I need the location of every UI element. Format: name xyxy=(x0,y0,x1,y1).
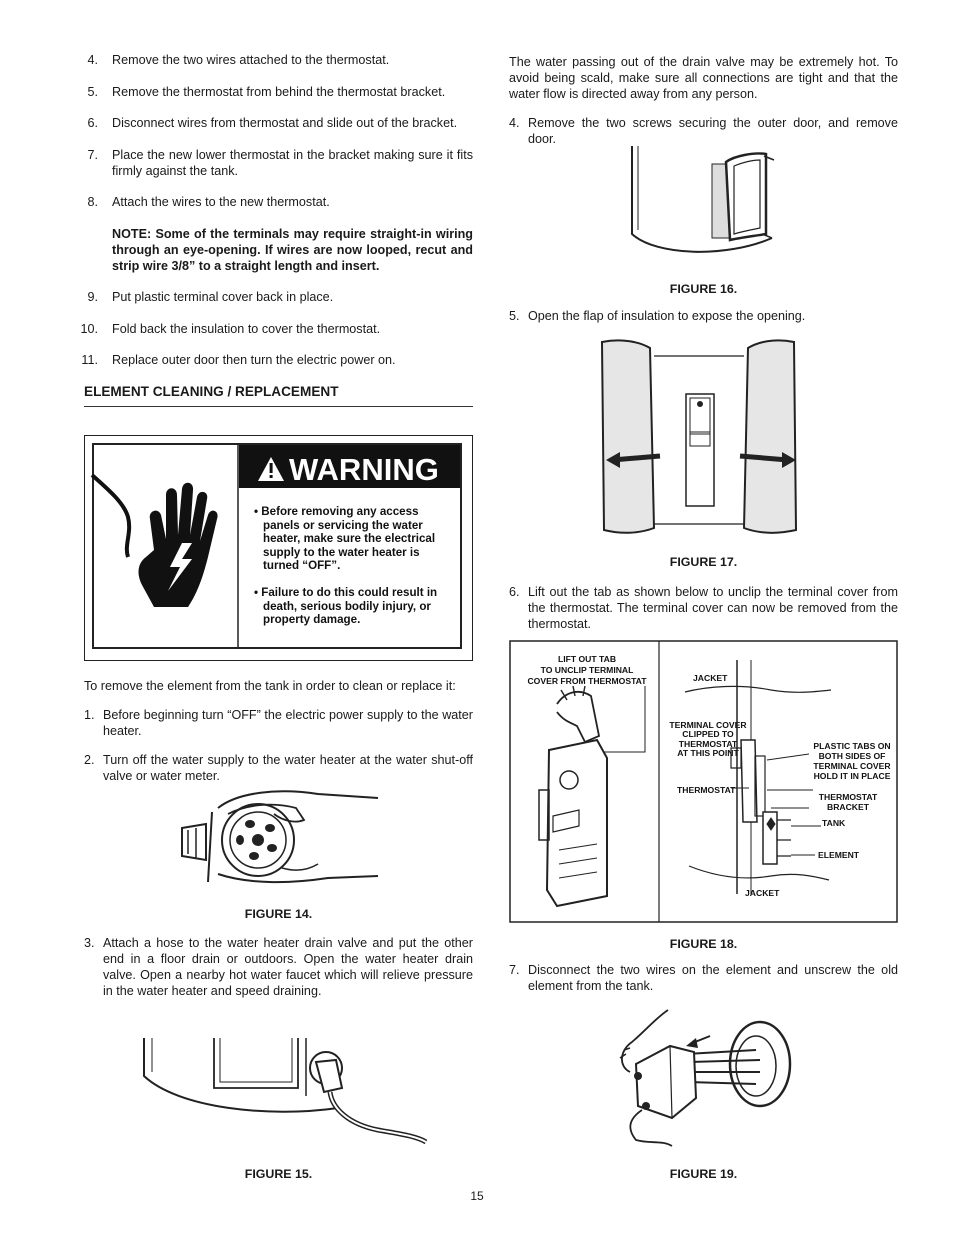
svg-text:BOTH SIDES OF: BOTH SIDES OF xyxy=(818,751,886,761)
intro-text: To remove the element from the tank in order to clean or replace it: xyxy=(84,679,456,693)
step-4-right: 4. Remove the two screws securing the outer door, and remove door. xyxy=(509,116,898,146)
hot-water-caution: The water passing out of the drain valve may be extremely hot. To avoid being scald, make sure all connections are tight and that the water flow is directed away from any person. xyxy=(509,55,898,101)
step-8-left: 8. Attach the wires to the new thermostat. xyxy=(87,195,330,209)
svg-text:JACKET: JACKET xyxy=(693,673,728,683)
svg-text:JACKET: JACKET xyxy=(745,888,780,898)
figure-16-caption: FIGURE 16. xyxy=(669,282,738,296)
svg-text:HOLD IT IN PLACE: HOLD IT IN PLACE xyxy=(813,771,891,781)
right-column-top xyxy=(509,54,898,160)
step-7-right: 7. Disconnect the two wires on the element and unscrew the old element from the tank. xyxy=(509,963,898,993)
step-10-left: 10. Fold back the insulation to cover the thermostat. xyxy=(80,321,381,336)
step-1: 1. Before beginning turn “OFF” the electric power supply to the water heater. xyxy=(84,708,473,738)
step-6-left: 6. Disconnect wires from thermostat and slide out of the bracket. xyxy=(87,116,458,130)
warning-title: WARNING xyxy=(289,452,439,487)
step-3: 3. Attach a hose to the water heater drain valve and put the other end in a floor drain or outdoors. Open the water heater drain valve. Open a nearby hot water faucet which will relieve pressure in the water heater and speed draining. xyxy=(84,936,473,998)
svg-text:TANK: TANK xyxy=(822,818,846,828)
left-column xyxy=(80,52,473,407)
svg-text:ELEMENT: ELEMENT xyxy=(818,850,860,860)
svg-text:TERMINAL COVER: TERMINAL COVER xyxy=(669,720,747,730)
svg-text:AT THIS POINT: AT THIS POINT xyxy=(677,748,739,758)
step-7-left: 7. Place the new lower thermostat in the bracket making sure it fits firmly against the tank. xyxy=(87,147,473,178)
figure-17-caption: FIGURE 17. xyxy=(669,555,738,569)
step-6-right: 6. Lift out the tab as shown below to unclip the terminal cover from the thermostat. The terminal cover can now be removed from the thermostat. xyxy=(509,585,898,631)
svg-text:LIFT OUT TAB: LIFT OUT TAB xyxy=(557,654,617,664)
warning-label xyxy=(84,435,473,661)
svg-text:TERMINAL COVER: TERMINAL COVER xyxy=(813,761,891,771)
section-title: ELEMENT CLEANING / REPLACEMENT xyxy=(84,384,473,407)
svg-text:CLIPPED TO: CLIPPED TO xyxy=(682,729,734,739)
wiring-note: NOTE: Some of the terminals may require straight-in wiring through an eye-opening. If wires are now looped, recut and strip wire 3/8” to a straight length and insert. xyxy=(112,226,473,273)
step-5-right: 5. Open the flap of insulation to expose the opening. xyxy=(509,309,806,323)
figure-19-caption: FIGURE 19. xyxy=(669,1167,738,1181)
svg-text:COVER FROM THERMOSTAT: COVER FROM THERMOSTAT xyxy=(527,676,647,686)
step-4-left: 4. Remove the two wires attached to the thermostat. xyxy=(87,53,390,67)
figure-18-caption: FIGURE 18. xyxy=(669,937,738,951)
step-5-left: 5. Remove the thermostat from behind the thermostat bracket. xyxy=(87,84,446,99)
svg-text:TO UNCLIP TERMINAL: TO UNCLIP TERMINAL xyxy=(540,665,634,675)
svg-text:THERMOSTAT: THERMOSTAT xyxy=(818,792,878,802)
svg-text:THERMOSTAT: THERMOSTAT xyxy=(678,739,738,749)
figure-15-caption: FIGURE 15. xyxy=(244,1167,313,1181)
figure-15-drain-illustration xyxy=(138,1038,428,1148)
svg-text:BRACKET: BRACKET xyxy=(826,802,870,812)
svg-text:THERMOSTAT: THERMOSTAT xyxy=(677,785,736,795)
figure-14-valve-illustration xyxy=(178,784,382,888)
figure-16-door-illustration xyxy=(626,146,780,262)
figure-14-caption: FIGURE 14. xyxy=(244,907,313,921)
left-column-lower xyxy=(84,678,473,797)
svg-text:PLASTIC TABS ON: PLASTIC TABS ON xyxy=(813,741,891,751)
page-number: 15 xyxy=(470,1189,484,1203)
step-2: 2. Turn off the water supply to the water heater at the water shut-off valve or water meter. xyxy=(84,753,473,783)
step-11-left: 11. Replace outer door then turn the electric power on. xyxy=(81,353,396,367)
figure-18-terminal-cover-diagram xyxy=(509,640,898,923)
svg-text:• Before removing any access: • Before removing any access panels or servicing the water heater, make sure the electrical supply to the water heater is turned “OFF”. • Failure to do this could result in death, serious bodily injury, or property damage. xyxy=(254,505,438,626)
figure-19-element-illustration xyxy=(616,1006,796,1152)
figure-17-insulation-illustration xyxy=(598,338,802,538)
step-9-left: 9. Put plastic terminal cover back in place. xyxy=(87,290,334,304)
